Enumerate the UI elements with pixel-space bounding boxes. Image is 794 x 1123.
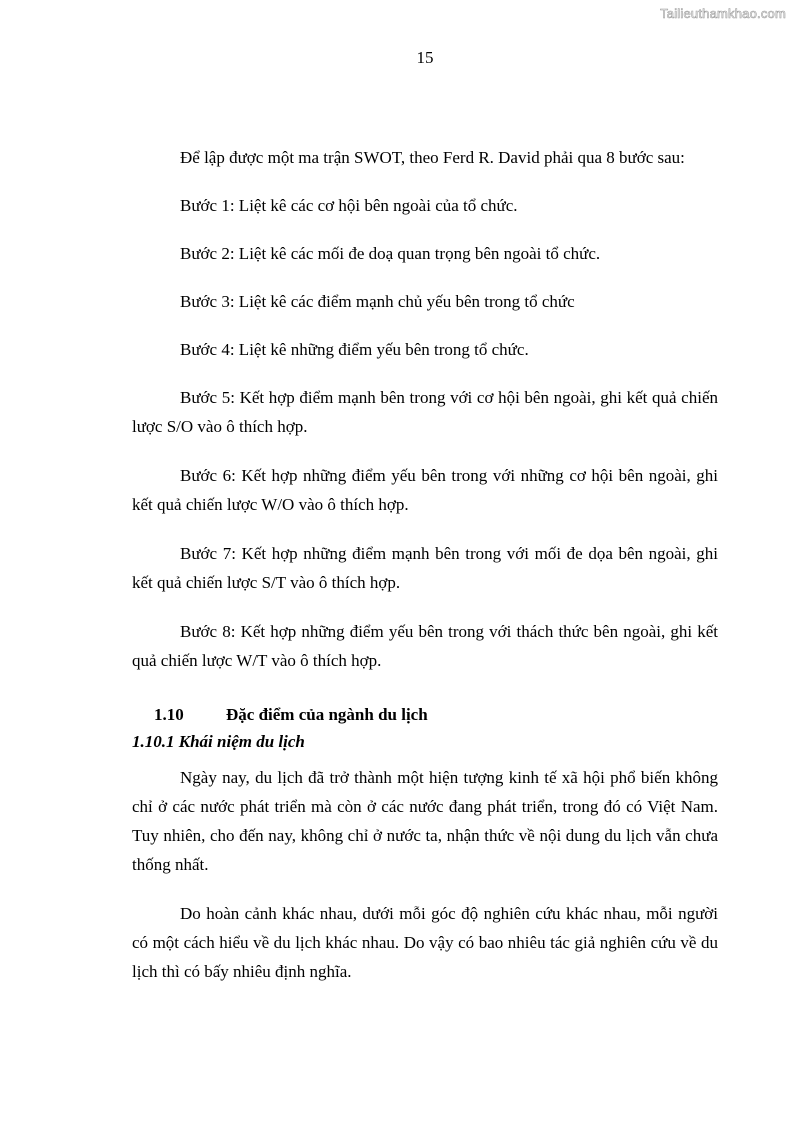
body-paragraph-1: Ngày nay, du lịch đã trở thành một hiện tượng kinh tế xã hội phổ biến không chỉ ở các nước phát triển mà còn ở các nước đang phát triển, trong đó có Việt Nam. Tuy nhiên, cho đến nay, không chỉ ở nước ta, nhận thức về nội dung du lịch vẫn chưa thống nhất. xyxy=(132,768,718,874)
step-3: Bước 3: Liệt kê các điểm mạnh chủ yếu bên trong tổ chức xyxy=(180,292,575,311)
step-8: Bước 8: Kết hợp những điểm yếu bên trong với thách thức bên ngoài, ghi kết quả chiến lược W/T vào ô thích hợp. xyxy=(132,622,718,670)
section-heading xyxy=(132,700,718,729)
step-4: Bước 4: Liệt kê những điểm yếu bên trong tổ chức. xyxy=(180,340,529,359)
watermark: Tailieuthamkhao.com xyxy=(660,6,786,21)
section-title: Đặc điểm của ngành du lịch xyxy=(226,705,428,724)
step-6: Bước 6: Kết hợp những điểm yếu bên trong với những cơ hội bên ngoài, ghi kết quả chiến lược W/O vào ô thích hợp. xyxy=(132,466,718,514)
document-body xyxy=(132,143,718,986)
step-7: Bước 7: Kết hợp những điểm mạnh bên trong với mối đe dọa bên ngoài, ghi kết quả chiến lược S/T vào ô thích hợp. xyxy=(132,544,718,592)
subsection-heading: 1.10.1 Khái niệm du lịch xyxy=(132,732,305,751)
section-number: 1.10 xyxy=(154,705,184,724)
step-1: Bước 1: Liệt kê các cơ hội bên ngoài của tổ chức. xyxy=(180,196,518,215)
step-5: Bước 5: Kết hợp điểm mạnh bên trong với cơ hội bên ngoài, ghi kết quả chiến lược S/O vào ô thích hợp. xyxy=(132,388,718,436)
page-number: 15 xyxy=(416,48,434,67)
intro-paragraph: Để lập được một ma trận SWOT, theo Ferd R. David phải qua 8 bước sau: xyxy=(180,148,685,167)
body-paragraph-2: Do hoàn cảnh khác nhau, dưới mỗi góc độ nghiên cứu khác nhau, mỗi người có một cách hiểu về du lịch khác nhau. Do vậy có bao nhiêu tác giả nghiên cứu về du lịch thì có bấy nhiêu định nghĩa. xyxy=(132,904,718,981)
step-2: Bước 2: Liệt kê các mối đe doạ quan trọng bên ngoài tổ chức. xyxy=(180,244,601,263)
